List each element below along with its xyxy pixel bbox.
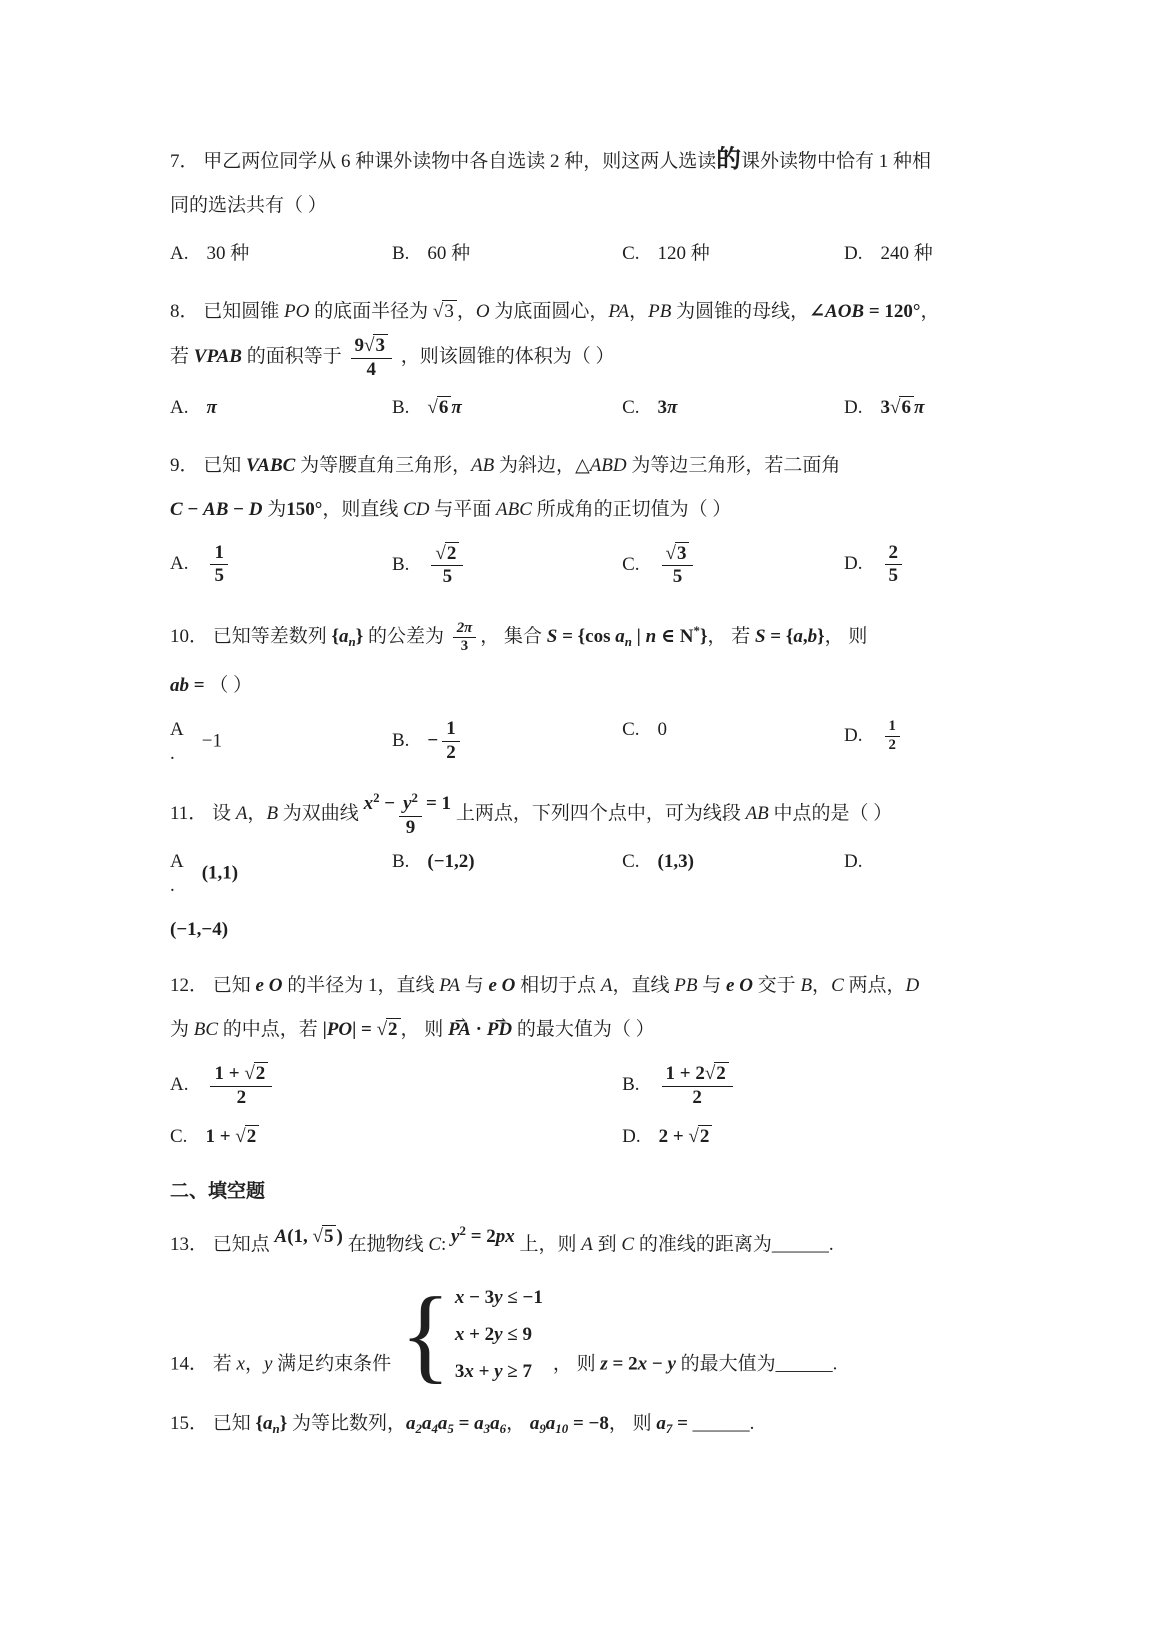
option-value: 60 种	[427, 243, 471, 264]
option-value: $\frac{1 + 2√2}{2}$	[658, 1074, 737, 1095]
question-8	[170, 290, 992, 432]
option-label-letter: A	[170, 850, 184, 872]
question-10-line-2: ab = （ ）	[170, 675, 253, 697]
section-2-heading: 二、填空题	[170, 1181, 266, 1203]
option-value: 3√6 π	[880, 396, 925, 418]
option-label: B.	[622, 1073, 640, 1095]
question-11-option-d-value: (−1,−4)	[170, 918, 229, 940]
question-14-line: 14． 若 x，y 满足约束条件 { x − 3y ≤ −1 x + 2y ≤ 9 3x + y ≥ 7 ， 则 z = 2x − y 的最大值为______.	[170, 1275, 838, 1393]
question-14	[170, 1275, 992, 1393]
option-value: 1 + √2	[205, 1126, 259, 1147]
question-12	[170, 964, 992, 1157]
option-label: A.	[170, 243, 189, 264]
question-12-option-a	[170, 1054, 622, 1118]
question-11-options	[170, 842, 992, 906]
question-15-line: 15． 已知 $\{a_n\}$ 为等比数列，$a_2a_4a_5 = a_3a_6$， $a_9a_{10} = -8$， 则 $a_7$ = ______.	[170, 1413, 755, 1437]
question-10-option-a	[170, 710, 392, 774]
question-15	[170, 1402, 992, 1451]
question-13	[170, 1217, 992, 1267]
option-label: C.	[622, 850, 640, 872]
question-7-line-2: 同的选法共有（ ）	[170, 195, 327, 216]
question-8-option-c	[622, 384, 844, 432]
question-9-options	[170, 534, 992, 598]
option-label: B.	[391, 243, 410, 264]
question-10-options	[170, 710, 992, 774]
question-7-options	[170, 230, 992, 278]
option-label: C.	[622, 553, 640, 575]
option-label: B.	[391, 553, 410, 575]
option-value: √6 π	[427, 396, 462, 418]
question-8-option-a	[170, 384, 392, 432]
option-value: $\frac{1}{2}$	[881, 725, 904, 746]
option-label: D.	[844, 243, 863, 264]
option-label: A.	[170, 396, 189, 418]
option-value: $\frac{√3}{5}$	[658, 554, 698, 575]
option-label: C.	[622, 396, 640, 418]
option-label: A.	[170, 553, 189, 575]
question-10-option-c	[622, 710, 844, 774]
option-value: 2 + √2	[659, 1126, 713, 1147]
question-10-option-b	[392, 710, 622, 774]
option-label: C.	[170, 1126, 188, 1148]
option-label: A.	[170, 1073, 189, 1095]
question-10-option-d	[844, 710, 992, 774]
question-7-line-1: 7． 甲乙两位同学从 6 种课外读物中各自选读 2 种，则这两人选读的课外读物中恰有 1 种相	[170, 146, 931, 173]
option-label-letter: A	[170, 719, 184, 741]
option-label: D.	[622, 1126, 641, 1148]
question-10-line-1: 10． 已知等差数列 $\{a_n\}$ 的公差为 $\frac{2\pi}{3}$ ， 集合 S = {cos $a_n$ | n ∈ N*}， 若 S = {a,b}， 则	[170, 619, 868, 655]
option-value: 120 种	[657, 243, 710, 264]
question-11-option-c	[622, 842, 844, 906]
question-7-option-d	[844, 230, 992, 278]
question-7-option-a	[170, 230, 392, 278]
option-label: D.	[844, 724, 863, 746]
option-label: D.	[844, 850, 863, 872]
question-12-option-d	[622, 1117, 992, 1157]
question-8-line-1: 8． 已知圆锥 PO 的底面半径为 √3 ，O 为底面圆心，PA，PB 为圆锥的母线，∠AOB = 120°，	[170, 301, 940, 322]
question-9-option-b	[392, 534, 622, 598]
option-value: 30 种	[206, 243, 250, 264]
option-value: 3π	[657, 396, 678, 418]
question-9	[170, 444, 992, 598]
question-8-option-b	[392, 384, 622, 432]
question-11-line-1: 11． 设 A，B 为双曲线 $x^2$ − $\frac{y^2}{9}$ = 1 上两点，下列四个点中，可为线段 AB 中点的是（ ）	[170, 789, 893, 838]
question-11-option-a	[170, 842, 392, 906]
question-11-option-b	[392, 842, 622, 906]
question-7-option-b	[392, 230, 622, 278]
option-label	[170, 850, 184, 898]
option-value: π	[206, 396, 217, 418]
option-value: $\frac{√2}{5}$	[427, 554, 467, 575]
question-12-option-b	[622, 1054, 992, 1118]
option-label: D.	[844, 553, 863, 575]
option-label-dot: .	[170, 874, 175, 896]
question-9-line-1: 9． 已知 VABC 为等腰直角三角形，AB 为斜边，△ABD 为等边三角形，若二面角	[170, 454, 841, 476]
question-12-option-c	[170, 1117, 622, 1157]
question-8-line-2: 若 VPAB 的面积等于 $\frac{9√3}{4}$ ，则该圆锥的体积为（ ）	[170, 335, 615, 380]
option-label: C.	[622, 719, 640, 741]
option-label: B.	[391, 396, 410, 418]
option-value: (1,3)	[657, 850, 694, 872]
option-value: $\frac{2}{5}$	[881, 553, 907, 574]
question-12-options	[170, 1054, 992, 1157]
question-9-option-c	[622, 534, 844, 598]
question-10	[170, 609, 992, 774]
option-value: (−1,2)	[427, 850, 475, 872]
option-value: $\frac{1 + √2}{2}$	[206, 1074, 276, 1095]
question-8-option-d	[844, 384, 992, 432]
option-label: C.	[622, 243, 640, 264]
question-12-line-1: 12． 已知 e O 的半径为 1，直线 PA 与 e O 相切于点 A，直线 PB 与 e O 交于 B，C 两点，D	[170, 974, 920, 996]
question-13-line: 13． 已知点 A(1, √5 ) 在抛物线 C: $y^2 = 2px$ 上，则 A 到 C 的准线的距离为______.	[170, 1222, 834, 1256]
question-8-options	[170, 384, 992, 432]
question-11-option-d	[844, 842, 992, 906]
option-label-dot: .	[170, 743, 175, 765]
option-value: −1	[201, 730, 222, 752]
option-label: B.	[391, 729, 410, 751]
option-value: − $\frac{1}{2}$	[427, 730, 463, 751]
option-label: D.	[844, 396, 863, 418]
option-value: 0	[657, 719, 668, 741]
question-11	[170, 786, 992, 952]
option-label: B.	[391, 850, 410, 872]
question-7	[170, 138, 992, 278]
option-value: (1,1)	[201, 862, 239, 884]
option-value: $\frac{1}{5}$	[206, 553, 232, 574]
question-12-line-2: 为 BC 的中点，若 |PO| = √2 ， 则 PA ⇀ · PD ⇀ 的最大值为（ ）	[170, 1008, 992, 1052]
question-9-option-d	[844, 534, 992, 598]
option-value: 240 种	[880, 243, 933, 264]
question-9-line-2: C − AB − D 为150°，则直线 CD 与平面 ABC 所成角的正切值为（ ）	[170, 498, 732, 520]
question-7-option-c	[622, 230, 844, 278]
question-9-option-a	[170, 534, 392, 598]
option-label	[170, 718, 184, 766]
